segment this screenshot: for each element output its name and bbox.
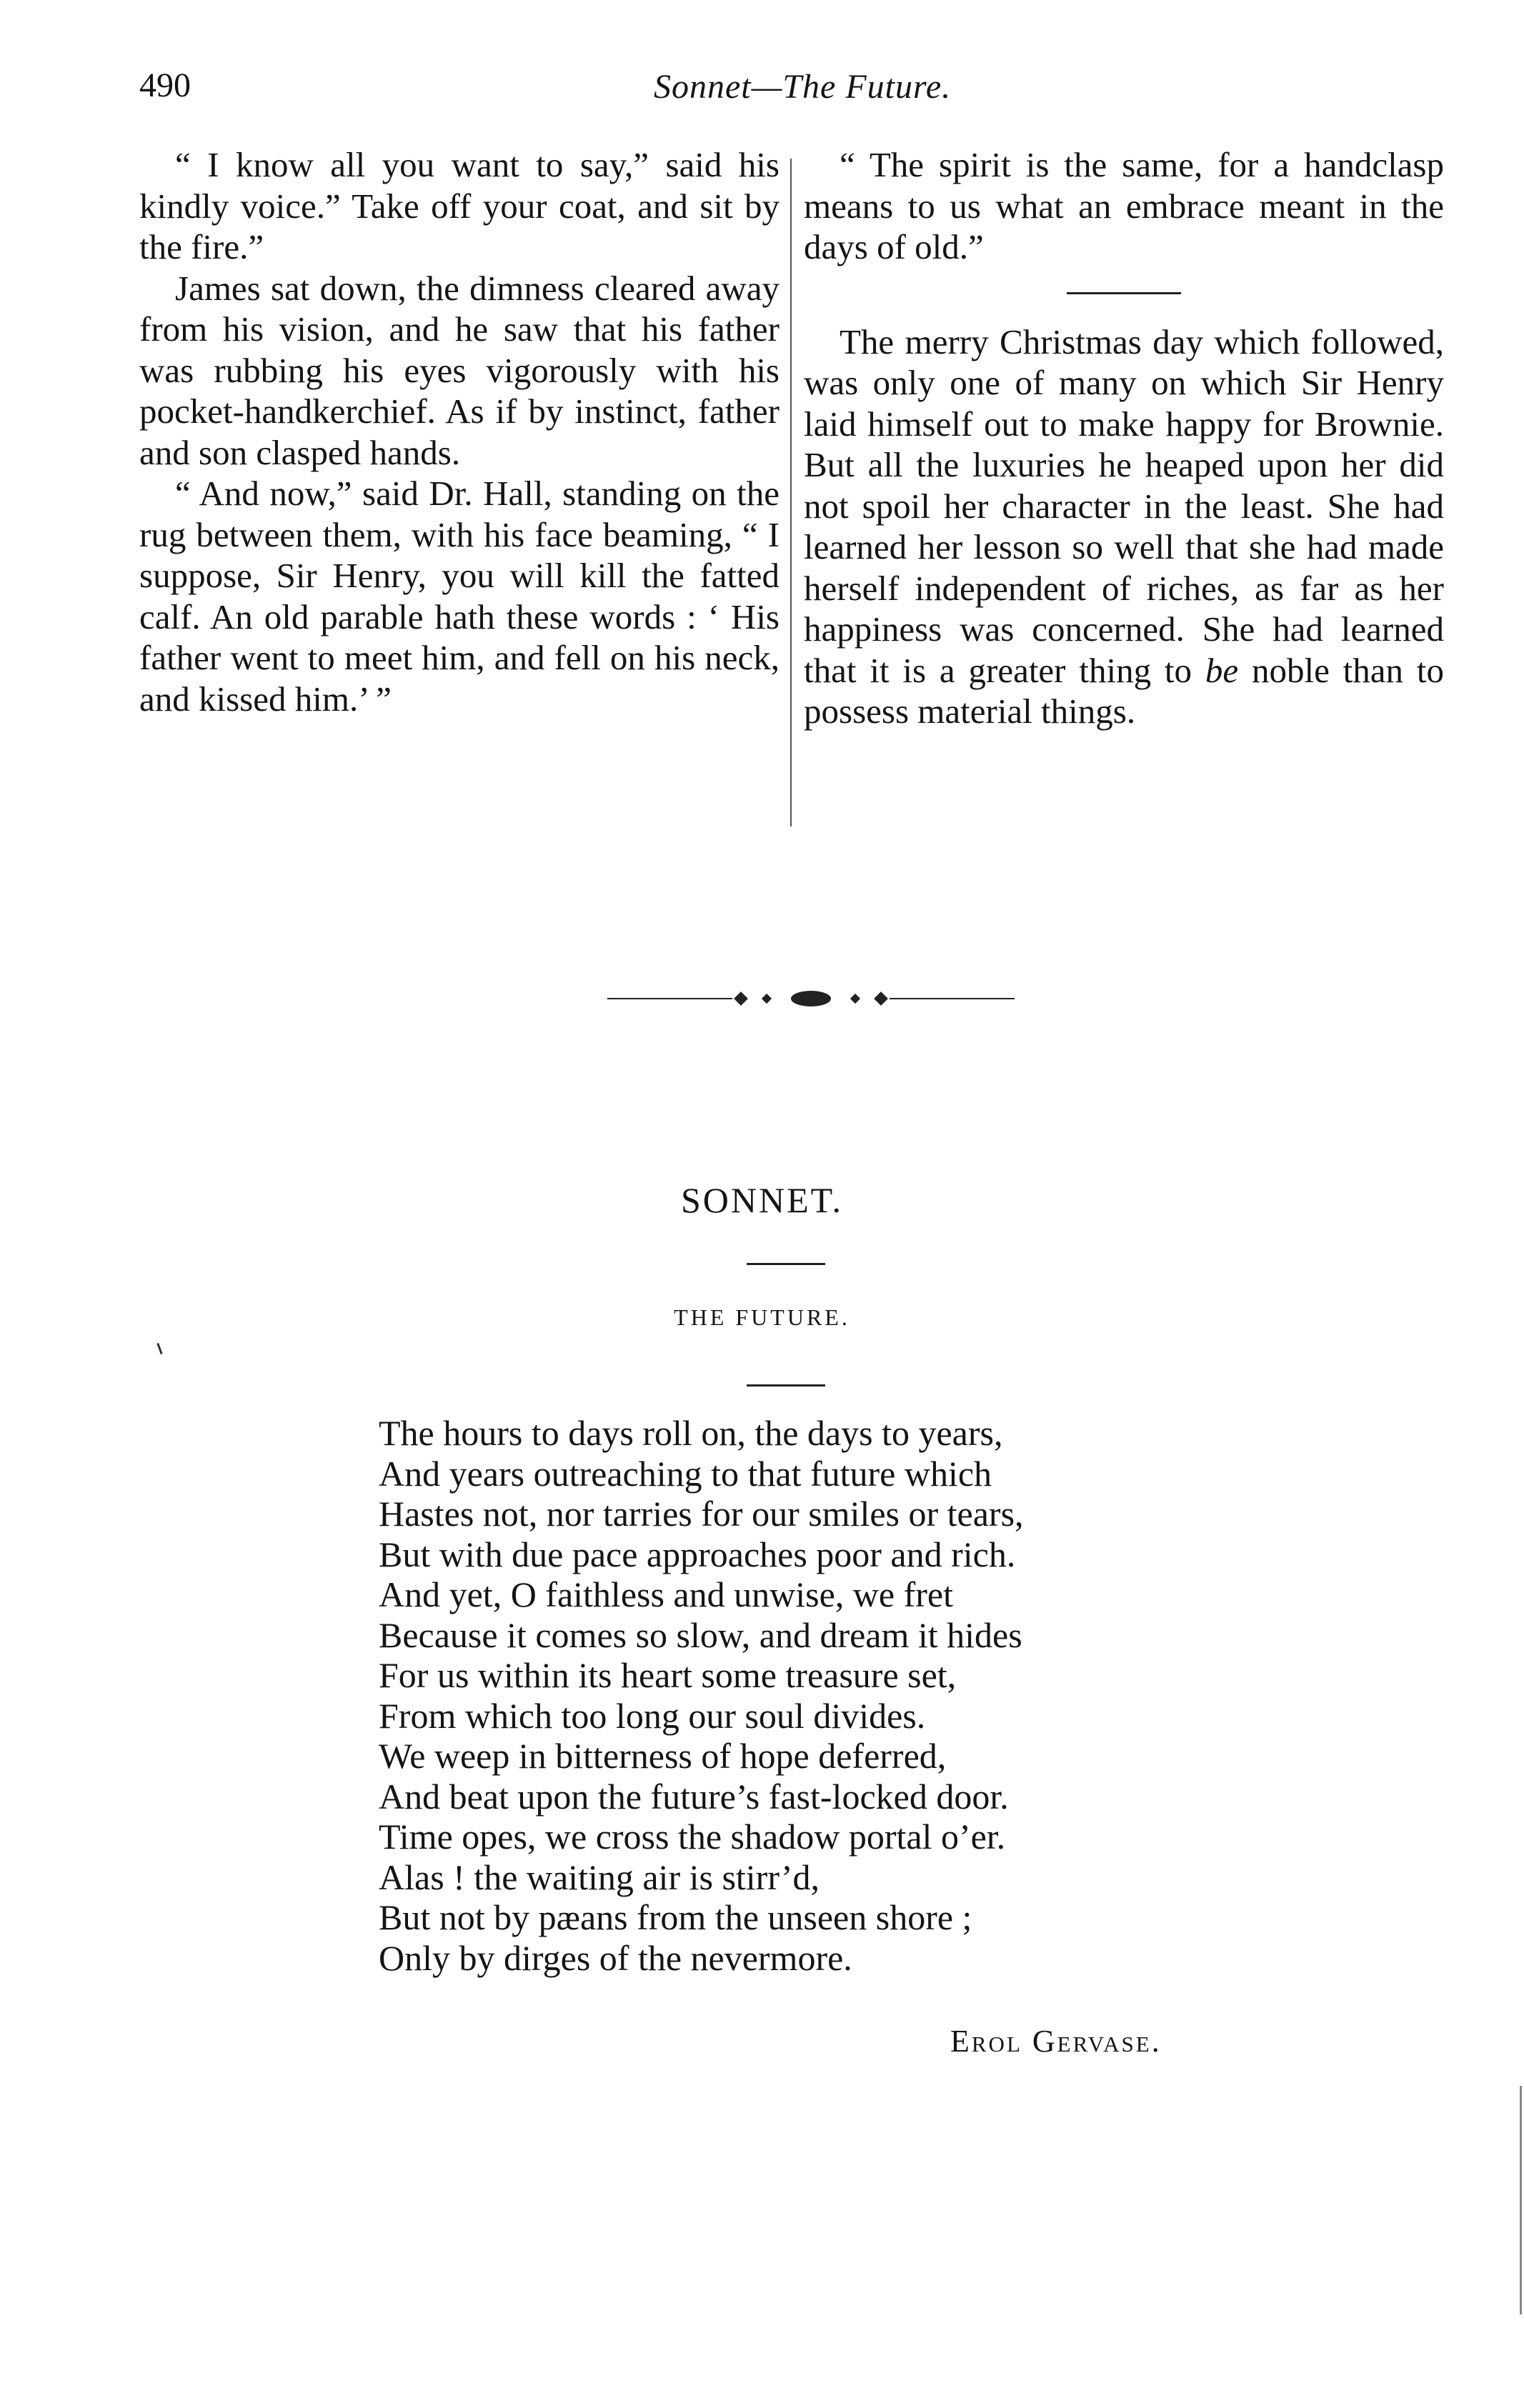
section-rule — [1067, 292, 1181, 294]
paragraph: “ The spirit is the same, for a handclasp means to us what an embrace meant in the days of old.” — [804, 145, 1444, 266]
poem-line: We weep in bitterness of hope deferred, — [379, 1736, 947, 1776]
poem-line: But with due pace approaches poor and rich. — [379, 1534, 1016, 1574]
ornament-divider — [607, 988, 1015, 1009]
paragraph: “ I know all you want to say,” said his kindly voice.” Take off your coat, and sit by the fire.” — [139, 145, 780, 266]
running-title: Sonnet—The Future. — [654, 68, 952, 106]
poem-line: For us within its heart some treasure set, — [379, 1655, 957, 1695]
paragraph-text: noble than to possess material things. — [804, 650, 1444, 731]
left-column — [139, 144, 780, 719]
ornament-diamond — [874, 991, 888, 1006]
ornament-diamond — [734, 991, 748, 1006]
page-header — [139, 66, 1447, 123]
poem-line: From which too long our soul divides. — [379, 1695, 926, 1736]
column-divider — [790, 159, 792, 826]
poem-line: Time opes, we cross the shadow portal o’er. — [379, 1817, 1006, 1857]
paragraph: “ And now,” said Dr. Hall, standing on the rug between them, with his face beaming, “ I suppose, Sir Henry, you will kill the fatted calf. An old parable hath these words : ‘ His father went to meet him, and fell on his neck, and kissed him.’ ” — [139, 474, 780, 719]
sonnet-title: SONNET. — [680, 1180, 843, 1220]
scan-edge-mark — [1520, 2086, 1522, 2314]
subtitle-rule — [747, 1384, 825, 1387]
emphasis: be — [1205, 650, 1239, 690]
title-rule — [747, 1263, 825, 1265]
poem-line: But not by pæans from the unseen shore ; — [379, 1897, 972, 1937]
paragraph-text: The merry Christmas day which followed, was only one of many on which Sir Henry laid himself out to make happy for Brownie. But all the luxuries he heaped upon her did not spoil her character in the least. She had learned her lesson so well that she had made herself independent of riches, as far as her happiness was concerned. She had learned that it is a greater thing to — [804, 321, 1444, 690]
paragraph: James sat down, the dimness cleared away from his vision, and he saw that his father was rubbing his eyes vigorously with his pocket-handkerchief. As if by instinct, father and son clasped hands. — [139, 268, 780, 472]
sonnet-subtitle: THE FUTURE. — [674, 1304, 850, 1330]
poem-line: And years outreaching to that future which — [379, 1453, 992, 1494]
ornament-center — [791, 991, 831, 1006]
poem-line: And beat upon the future’s fast-locked door. — [379, 1776, 1009, 1817]
paragraph — [804, 321, 1444, 732]
story-columns — [139, 144, 1447, 830]
poem-line: Because it comes so slow, and dream it hides — [379, 1614, 1022, 1655]
poem-line: The hours to days roll on, the days to years, — [379, 1413, 1003, 1453]
sonnet-body — [379, 1413, 1236, 1978]
ornament-line — [607, 998, 732, 999]
ornament-diamond — [762, 994, 772, 1004]
ornament-diamond — [850, 994, 860, 1004]
stray-mark — [156, 1343, 162, 1354]
poem-line: Alas ! the waiting air is stirr’d, — [379, 1857, 820, 1897]
poem-line: And yet, O faithless and unwise, we fret — [379, 1574, 953, 1614]
right-column — [804, 144, 1444, 732]
ornament-line — [890, 998, 1015, 999]
author-signature: Erol Gervase. — [950, 2024, 1162, 2059]
page-number: 490 — [139, 66, 191, 104]
poem-line: Hastes not, nor tarries for our smiles or tears, — [379, 1494, 1024, 1534]
poem-line: Only by dirges of the nevermore. — [379, 1937, 852, 1978]
